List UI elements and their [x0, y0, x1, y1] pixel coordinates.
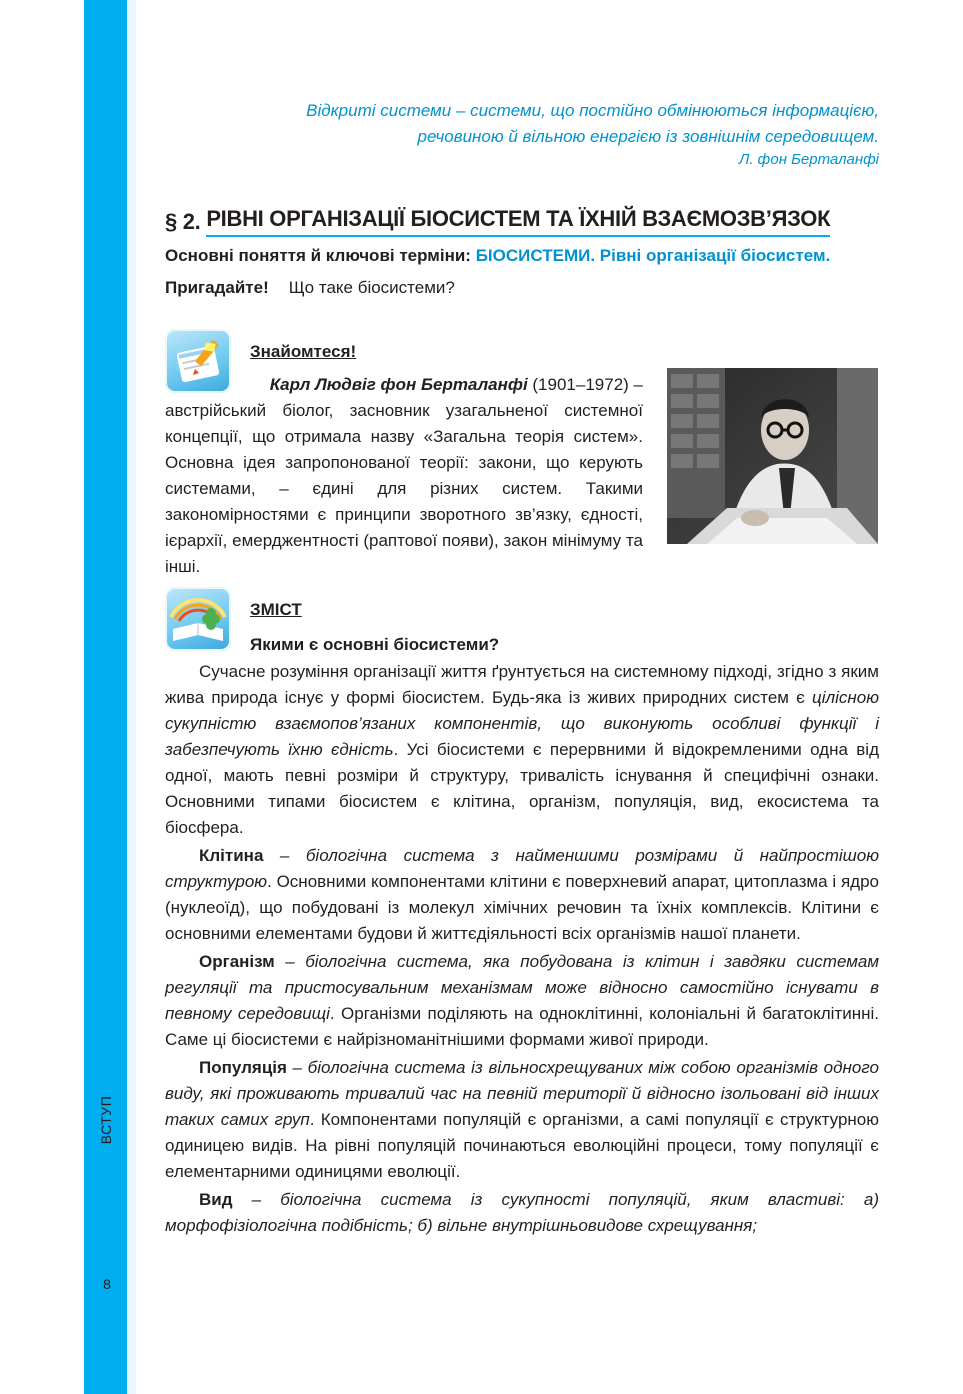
section-heading: РІВНІ ОРГАНІЗАЦІЇ БІОСИСТЕМ ТА ЇХНІЙ ВЗАЄМОЗВ’ЯЗОК: [206, 204, 830, 237]
term: Вид: [199, 1190, 233, 1209]
side-stripe-light: [127, 0, 136, 1394]
book-clover-icon: [165, 587, 231, 651]
paragraph-organism: [165, 949, 879, 1053]
content-heading: ЗМІСТ: [250, 600, 302, 619]
recall-question: Що таке біосистеми?: [288, 278, 455, 297]
paragraph-population: [165, 1055, 879, 1185]
key-terms-value: БІОСИСТЕМИ. Рівні організації біосистем.: [475, 246, 831, 265]
term: Організм: [199, 952, 275, 971]
key-terms-label: Основні поняття й ключові терміни:: [165, 246, 471, 265]
side-stripe: [84, 0, 127, 1394]
term: Клітина: [199, 846, 264, 865]
section-title: [165, 204, 879, 237]
recall-prompt: [165, 276, 879, 300]
meet-heading: Знайомтеся!: [250, 342, 357, 361]
page-number: 8: [103, 1276, 111, 1292]
content-subheading: Якими є основні біосистеми?: [250, 635, 500, 654]
term: Популяція: [199, 1058, 287, 1077]
biography-first-line: [165, 372, 643, 398]
text-run: Сучасне розуміння організації життя ґрунтується на системному підході, згідно з яким жива природа існує у формі біосистем. Будь-яка із живих природних систем є: [165, 662, 879, 707]
epigraph-author: Л. фон Берталанфі: [739, 151, 879, 168]
main-content: [165, 204, 879, 300]
scientist-years: (1901–1972) –: [527, 375, 643, 394]
definition: – біологічна система із сукупності популяцій, яким властиві: а) морфофізіологічна подібність; б) вільне внутрішньовидове схрещування;: [165, 1190, 879, 1235]
text-run: . Основними компонентами клітини є поверхневий апарат, цитоплазма і ядро (нуклеоїд), що побудовані із молекул хімічних речовин та їхніх комплексів. Клітини є основними елементами будови й життєдіяльності всіх організмів нашої планети.: [165, 872, 879, 943]
text-run: . Організми поділяють на одноклітинні, колоніальні й багатоклітинні. Саме ці біосистеми є найрізноманітнішими формами живої природи.: [165, 1004, 879, 1049]
epigraph: [199, 98, 879, 170]
recall-label: Пригадайте!: [165, 278, 269, 297]
epigraph-line: речовиною й вільною енергією із зовнішнім середовищем.: [417, 127, 879, 146]
epigraph-line: Відкриті системи – системи, що постійно обмінюються інформацією,: [306, 101, 879, 120]
section-side-label: ВСТУП: [98, 1095, 114, 1145]
text-run-italic: цілісною сукупністю взаємопов’язаних компонентів, що виконують особливі функції і забезпечують їхню єдність: [165, 688, 879, 759]
section-number: § 2.: [165, 209, 201, 234]
biography: [165, 372, 643, 580]
biography-text: австрійський біолог, засновник узагальненої системної концепції, що отримала назву «Загальна теорія систем». Основна ідея запропонованої теорії: закони, що керують системами, – єдині для різних систем. Такими закономірностями є принципи зворотного зв’язку, єдності, ієрархії, емерджентності (раптової появи), закон мінімуму та інші.: [165, 401, 643, 576]
paragraph-intro: [165, 659, 879, 841]
paragraph-cell: [165, 843, 879, 947]
portrait-photo: [667, 368, 878, 544]
definition: – біологічна система із вільносхрещуваних між собою організмів одного виду, які проживають тривалий час на певній території й відносно ізольовані від інших таких самих груп: [165, 1058, 879, 1129]
definition: – біологічна система, яка побудована із клітин і завдяки системам регуляції та пристосувальним механізмам може відносно самостійно існувати в певному середовищі: [165, 952, 879, 1023]
text-run: . Компонентами популяцій є організми, а самі популяції є структурною одиницею видів. На рівні популяцій починаються еволюційні процеси, тому популяції є елементарними одиницями еволюції.: [165, 1110, 879, 1181]
scientist-name: Карл Людвіг фон Берталанфі: [269, 375, 528, 394]
definition: – біологічна система з найменшими розмірами й найпростішою структурою: [165, 846, 879, 891]
key-terms: [165, 243, 879, 268]
paragraph-species: [165, 1187, 879, 1239]
text-run: . Усі біосистеми є перервними й відокремленими одна від одної, мають певні розміри й структуру, тривалість існування й специфічні ознаки. Основними типами біосистем є клітина, організм, популяція, вид, екосистема та біосфера.: [165, 740, 879, 837]
body-text: [165, 659, 879, 1239]
